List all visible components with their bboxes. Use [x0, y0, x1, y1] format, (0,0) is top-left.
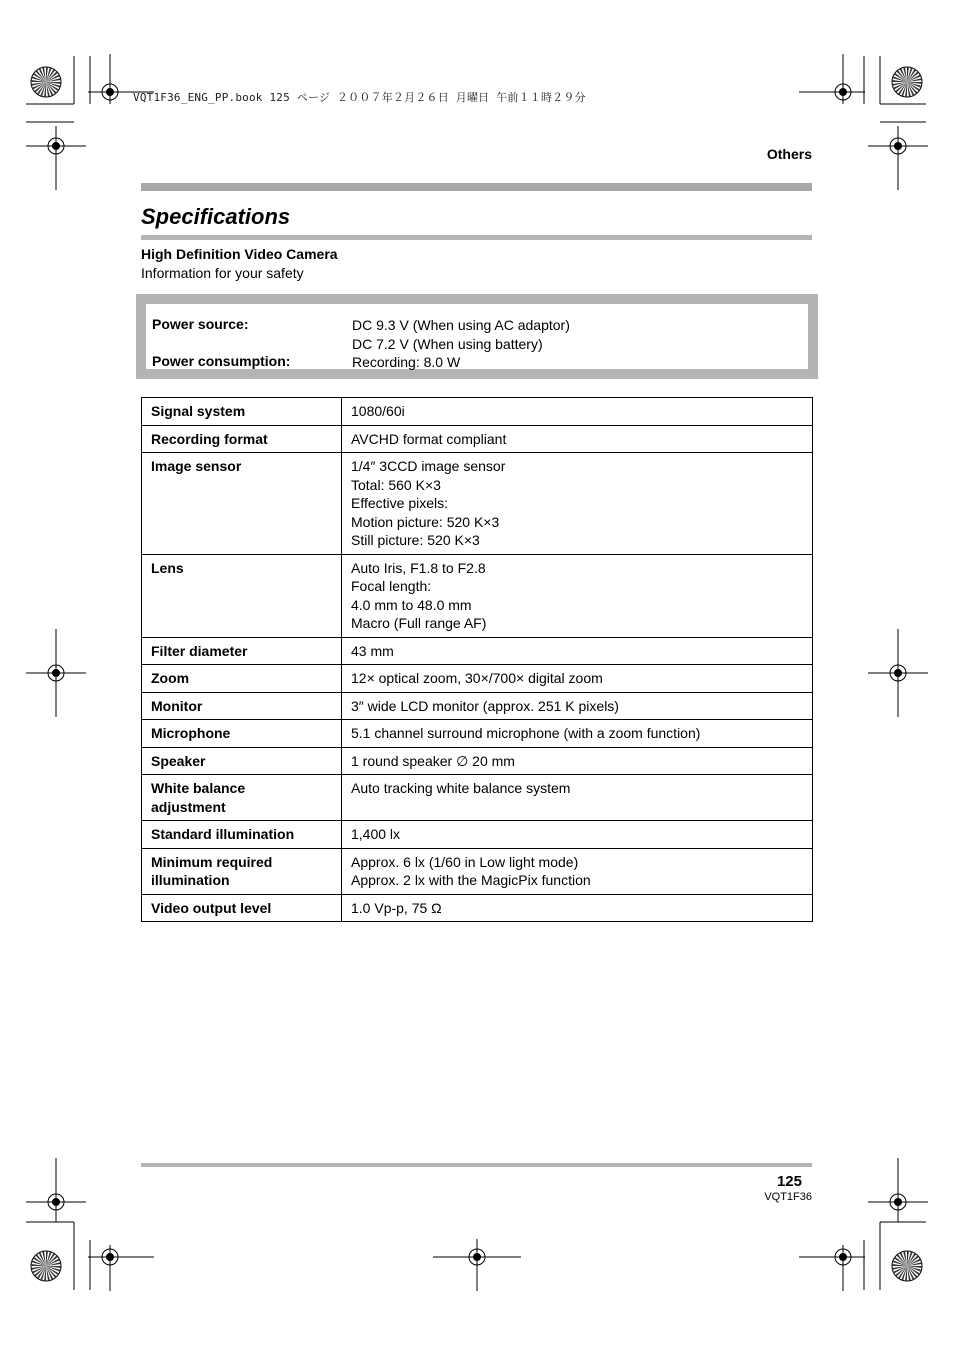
- spec-label-line: Zoom: [151, 670, 190, 686]
- spec-value-line: Approx. 2 lx with the MagicPix function: [351, 872, 591, 888]
- table-row: [142, 720, 813, 748]
- spec-value-line: 5.1 channel surround microphone (with a zoom function): [351, 725, 701, 741]
- registration-wheel-icon: [31, 1251, 61, 1281]
- spec-label: [142, 894, 342, 922]
- spec-value-line: 4.0 mm to 48.0 mm: [351, 596, 472, 613]
- spec-value-line: Approx. 6 lx (1/60 in Low light mode): [351, 853, 579, 870]
- spec-label: [142, 720, 342, 748]
- spec-value: [342, 665, 813, 693]
- spec-label: [142, 398, 342, 426]
- table-row: [142, 692, 813, 720]
- power-source-line: DC 9.3 V (When using AC adaptor): [352, 317, 570, 333]
- spec-value: [342, 894, 813, 922]
- spec-label-line: Signal system: [151, 403, 246, 419]
- spec-value: [342, 821, 813, 849]
- spec-label: [142, 692, 342, 720]
- table-row: [142, 821, 813, 849]
- spec-label: [142, 848, 342, 894]
- spec-value: [342, 637, 813, 665]
- spec-label-line: Video output level: [151, 899, 272, 916]
- title-rule: [141, 235, 812, 240]
- section-label: Others: [766, 146, 812, 162]
- spec-value-line: Auto tracking white balance system: [351, 780, 571, 796]
- spec-label-line: Image sensor: [151, 458, 242, 474]
- power-source-line: DC 7.2 V (When using battery): [352, 335, 543, 352]
- spec-value-line: Effective pixels:: [351, 495, 449, 511]
- spec-value: [342, 848, 813, 894]
- document-code: VQT1F36: [764, 1191, 812, 1203]
- spec-value-line: 1 round speaker ∅ 20 mm: [351, 752, 515, 769]
- table-row: [142, 453, 813, 555]
- table-row: [142, 848, 813, 894]
- table-row: [142, 747, 813, 775]
- spec-value-line: Total: 560 K×3: [351, 476, 441, 493]
- table-row: [142, 665, 813, 693]
- spec-label: [142, 554, 342, 637]
- spec-value: [342, 398, 813, 426]
- spec-value-line: 1/4″ 3CCD image sensor: [351, 458, 506, 474]
- spec-label-line: Microphone: [151, 725, 231, 741]
- spec-value: [342, 554, 813, 637]
- page-title: Specifications: [141, 204, 291, 229]
- printer-info-line: VQT1F36_ENG_PP.book 125 ページ ２００７年２月２６日 月曜日 午前１１時２９分: [133, 91, 586, 104]
- table-row: [142, 775, 813, 821]
- spec-label: [142, 637, 342, 665]
- spec-label-line: Recording format: [151, 430, 268, 447]
- spec-value-line: Auto Iris, F1.8 to F2.8: [351, 559, 486, 576]
- spec-value-line: 1,400 lx: [351, 826, 401, 842]
- power-consumption-value: Recording: 8.0 W: [352, 354, 461, 370]
- spec-label-line: Speaker: [151, 752, 206, 769]
- registration-wheel-icon: [892, 1251, 922, 1281]
- spec-value-line: Macro (Full range AF): [351, 615, 487, 631]
- spec-label: [142, 821, 342, 849]
- spec-value: [342, 692, 813, 720]
- spec-label-line: Minimum required: [151, 853, 273, 870]
- spec-label: [142, 425, 342, 453]
- spec-value: [342, 425, 813, 453]
- table-row: [142, 425, 813, 453]
- spec-value: [342, 775, 813, 821]
- page-number: 125: [776, 1173, 802, 1190]
- spec-value-line: 1.0 Vp-p, 75 Ω: [351, 899, 442, 916]
- spec-label: [142, 665, 342, 693]
- header-rule: [141, 183, 812, 191]
- spec-label-line: Filter diameter: [151, 642, 248, 659]
- spec-value-line: Motion picture: 520 K×3: [351, 513, 500, 530]
- table-row: [142, 554, 813, 637]
- spec-label: [142, 453, 342, 555]
- power-source-label: Power source:: [152, 316, 249, 332]
- spec-value-line: 1080/60i: [351, 403, 405, 419]
- specifications-table: [141, 397, 813, 922]
- safety-info-box: [136, 294, 818, 379]
- spec-label-line: Monitor: [151, 697, 203, 714]
- spec-label-line: Lens: [151, 559, 184, 576]
- spec-label-line: White balance: [151, 780, 246, 796]
- safety-intro: Information for your safety: [141, 265, 304, 281]
- registration-wheel-icon: [31, 67, 61, 97]
- spec-label: [142, 775, 342, 821]
- spec-label-line: Standard illumination: [151, 826, 295, 842]
- spec-value-line: Focal length:: [351, 578, 432, 594]
- spec-value-line: Still picture: 520 K×3: [351, 532, 480, 548]
- registration-wheel-icon: [892, 67, 922, 97]
- spec-label: [142, 747, 342, 775]
- product-subtitle: High Definition Video Camera: [141, 246, 338, 262]
- spec-value-line: AVCHD format compliant: [351, 430, 507, 447]
- spec-value-line: 43 mm: [351, 642, 394, 659]
- spec-label-line: illumination: [151, 872, 230, 888]
- spec-value-line: 12× optical zoom, 30×/700× digital zoom: [351, 670, 603, 686]
- table-row: [142, 398, 813, 426]
- table-row: [142, 894, 813, 922]
- power-consumption-label: Power consumption:: [152, 353, 291, 369]
- footer-rule: [141, 1163, 812, 1167]
- spec-value-line: 3″ wide LCD monitor (approx. 251 K pixels): [351, 697, 619, 714]
- spec-label-line: adjustment: [151, 798, 226, 815]
- spec-value: [342, 453, 813, 555]
- spec-value: [342, 720, 813, 748]
- spec-value: [342, 747, 813, 775]
- table-row: [142, 637, 813, 665]
